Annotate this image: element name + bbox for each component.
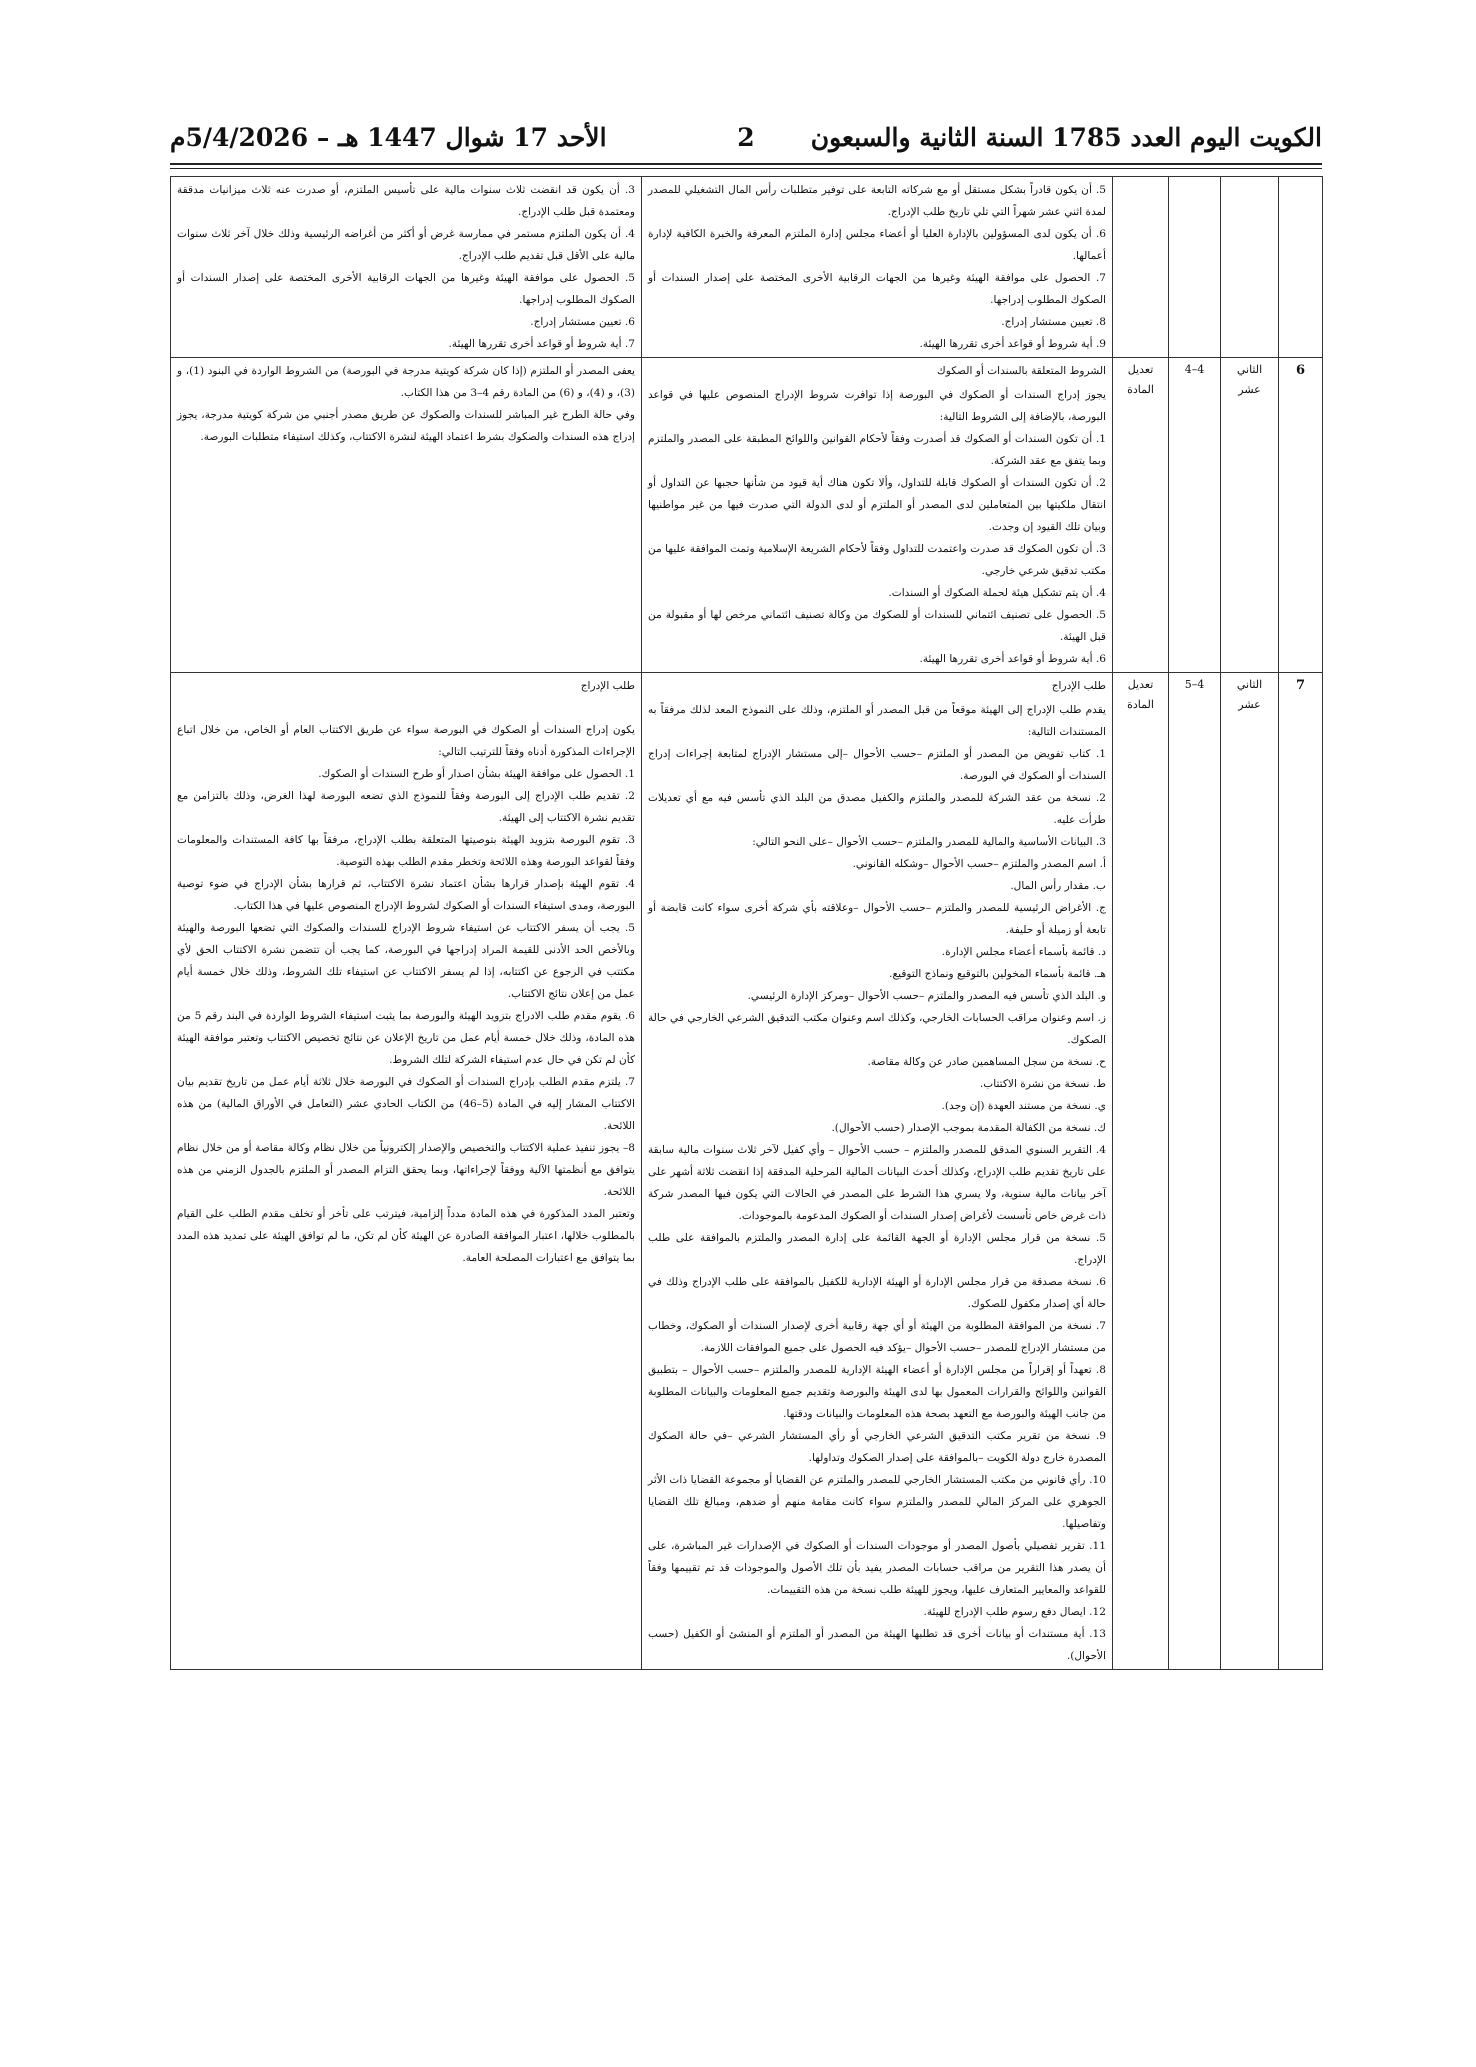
clause-title: الشروط المتعلقة بالسندات أو الصكوك xyxy=(937,365,1106,377)
clause-item: 4. أن يتم تشكيل هيئة لحملة الصكوك أو السندات. xyxy=(888,587,1106,599)
clause-item: 7. نسخة من الموافقة المطلوبة من الهيئة أو أي جهة رقابية أخرى لإصدار السندات أو الصكوك، وخطاب من مستشار الإدراج للمصدر –حسب الأحوال –يؤكد فيه الحصول على جميع الموافقات اللازمة. xyxy=(648,1320,1106,1354)
row-number xyxy=(1279,177,1323,358)
newspaper-issue-info: الكويت اليوم العدد 1785 السنة الثانية والسبعون xyxy=(810,123,1322,152)
clause-item: 7. الحصول على موافقة الهيئة وغيرها من الجهات الرقابية الأخرى المختصة على إصدار السندات أو الصكوك المطلوب إدراجها. xyxy=(648,272,1106,306)
clause-item: 10. رأي قانوني من مكتب المستشار الخارجي للمصدر والملتزم عن القضايا أو مجموعة القضايا ذات الأثر الجوهري على المركز المالي للمصدر والملتزم سواء كانت مقامة منهم أو ضدهم، ومبالغ تلك القضايا وتفاصيلها. xyxy=(648,1474,1106,1530)
spacer xyxy=(177,699,635,719)
article-number xyxy=(1169,177,1221,358)
clause-item: 2. أن تكون السندات أو الصكوك قابلة للتداول، وألا تكون هناك أية قيود من شأنها حجبها عن التداول أو انتقال ملكيتها بين المتعاملين لدى المصدر أو الملتزم أو لدى الدولة التي صدرت فيها من غير مواطنيها وبيان تلك القيود إن وجدت. xyxy=(648,477,1106,533)
clause-item: 5. نسخة من قرار مجلس الإدارة أو الجهة القائمة على إدارة المصدر والملتزم بالموافقة على طلب الإدراج. xyxy=(648,1232,1106,1266)
clause-item: 4. أن يكون الملتزم مستمر في ممارسة غرض أو أكثر من أغراضه الرئيسية وذلك خلال آخر ثلاث سنوات مالية على الأقل قبل تقديم طلب الإدراج. xyxy=(177,228,635,262)
change-type xyxy=(1113,177,1169,358)
table-row xyxy=(171,177,1323,358)
clause-item: 5. أن يكون قادراً بشكل مستقل أو مع شركاته التابعة على توفير متطلبات رأس المال التشغيلي للمصدر لمدة اثني عشر شهراً التي تلي تاريخ طلب الإدراج. xyxy=(648,184,1106,218)
header-rule-thin xyxy=(170,168,1322,169)
row-number: 6 xyxy=(1279,358,1323,673)
clause-item: 5. يجب أن يسفر الاكتتاب عن استيفاء شروط الإدراج للسندات والصكوك التي تضعها البورصة والهيئة وبالأخص الحد الأدنى للقيمة المراد إدراجها في البورصة، كما يجب أن تتضمن نشرة الاكتتاب الحق لأي مكتتب في الرجوع عن اكتتابه، إذا لم يسفر الاكتتاب عن استيفاء تلك الشروط، وذلك خلال خمسة أيام عمل من إعلان نتائج الاكتتاب. xyxy=(177,922,635,1000)
clause-item: 4. تقوم الهيئة بإصدار قرارها بشأن اعتماد نشرة الاكتتاب، ثم قرارها بشأن الإدراج في ضوء توصية البورصة، ومدى استيفاء السندات أو الصكوك لشروط الإدراج المنصوص عليها في هذا الكتاب. xyxy=(177,878,635,912)
clause-item: 9. نسخة من تقرير مكتب التدقيق الشرعي الخارجي أو رأي المستشار الشرعي –في حالة الصكوك المصدرة خارج دولة الكويت –بالموافقة على إصدار الصكوك وتداولها. xyxy=(648,1430,1106,1464)
clause-item: 2. تقديم طلب الإدراج إلى البورصة وفقاً للنموذج الذي تضعه البورصة لهذا الغرض، وذلك بالتزامن مع تقديم نشرة الاكتتاب إلى الهيئة. xyxy=(177,790,635,824)
clause-item: 6. أن يكون لدى المسؤولين بالإدارة العليا أو أعضاء مجلس إدارة الملتزم المعرفة والخبرة الكافية لإدارة أعمالها. xyxy=(648,228,1106,262)
clause-item: يكون إدراج السندات أو الصكوك في البورصة سواء عن طريق الاكتتاب العام أو الخاص، من خلال اتباع الإجراءات المذكورة أدناه وفقاً للترتيب التالي: xyxy=(177,724,635,758)
amendments-table-body xyxy=(171,177,1323,1670)
clause-item: يعفى المصدر أو الملتزم (إذا كان شركة كويتية مدرجة في البورصة) من الشروط الواردة في البنود (1)، و (3)، و (4)، و (6) من المادة رقم 4–3 من هذا الكتاب. xyxy=(177,365,635,399)
clause-title: طلب الإدراج xyxy=(580,680,635,692)
clause-item: 8. تعهداً أو إقراراً من مجلس الإدارة أو أعضاء الهيئة الإدارية للمصدر والملتزم –حسب الأحوال – بتطبيق القوانين واللوائح والقرارات المعمول بها لدى الهيئة والبورصة وتقديم جميع المعلومات والبيانات المطلوبة من جانب الهيئة والبورصة مع التعهد بصحة هذه المعلومات والبيانات ودقتها. xyxy=(648,1364,1106,1420)
table-row xyxy=(171,673,1323,1670)
clause-item: ب. مقدار رأس المال. xyxy=(1010,880,1106,892)
clause-item: د. قائمة بأسماء أعضاء مجلس الإدارة. xyxy=(941,946,1106,958)
book-chapter: الثاني عشر xyxy=(1221,673,1279,1670)
article-number: 4–5 xyxy=(1169,673,1221,1670)
clause-item: 7. يلتزم مقدم الطلب بإدراج السندات أو الصكوك في البورصة خلال ثلاثة أيام عمل من تاريخ تقديم بيان الاكتتاب المشار إليه في المادة (5–46) من الكتاب الحادي عشر (التعامل في الأوراق المالية) من هذه اللائحة. xyxy=(177,1076,635,1132)
clause-item: وتعتبر المدد المذكورة في هذه المادة مدداً إلزامية، فيترتب على تأخر أو تخلف مقدم الطلب على القيام بالمطلوب خلالها، اعتبار الموافقة الصادرة عن الهيئة كأن لم تكن، ما لم توافق الهيئة على تمديد هذه المدد بما يتوافق مع اعتبارات المصلحة العامة. xyxy=(177,1208,635,1264)
clause-item: 12. ايصال دفع رسوم طلب الإدراج للهيئة. xyxy=(923,1606,1106,1618)
change-type: تعديل المادة xyxy=(1113,358,1169,673)
table-row xyxy=(171,358,1323,673)
clause-item: 6. تعيين مستشار إدراج. xyxy=(530,316,635,328)
clause-item: يقدم طلب الإدراج إلى الهيئة موقعاً من قبل المصدر أو الملتزم، وذلك على النموذج المعد لذلك مرفقاً به المستندات التالية: xyxy=(648,704,1106,738)
book-chapter: الثاني عشر xyxy=(1221,358,1279,673)
clause-item: 5. الحصول على موافقة الهيئة وغيرها من الجهات الرقابية الأخرى المختصة على إصدار السندات أو الصكوك المطلوب إدراجها. xyxy=(177,272,635,306)
current-text xyxy=(171,673,642,1670)
clause-item: ز. اسم وعنوان مراقب الحسابات الخارجي، وكذلك اسم وعنوان مكتب التدقيق الشرعي الخارجي في حالة الصكوك. xyxy=(648,1012,1106,1046)
clause-item: 1. أن تكون السندات أو الصكوك قد أصدرت وفقاً لأحكام القوانين واللوائح المطبقة على المصدر والملتزم وبما يتفق مع عقد الشركة. xyxy=(648,433,1106,467)
clause-item: 6. نسخة مصدقة من قرار مجلس الإدارة أو الهيئة الإدارية للكفيل بالموافقة على طلب الإدراج وذلك في حالة أي إصدار مكفول للصكوك. xyxy=(648,1276,1106,1310)
clause-item: يجوز إدراج السندات أو الصكوك في البورصة إذا توافرت شروط الإدراج المنصوص عليها في قواعد البورصة، بالإضافة إلى الشروط التالية: xyxy=(648,389,1106,423)
clause-item: 8. تعيين مستشار إدراج. xyxy=(1001,316,1106,328)
clause-item: 1. كتاب تفويض من المصدر أو الملتزم –حسب الأحوال –إلى مستشار الإدراج لمتابعة إجراءات إدراج السندات أو الصكوك في البورصة. xyxy=(648,748,1106,782)
clause-item: 5. الحصول على تصنيف ائتماني للسندات أو للصكوك من وكالة تصنيف ائتماني مرخص لها أو مقبولة من قبل الهيئة. xyxy=(648,609,1106,643)
book-chapter xyxy=(1221,177,1279,358)
proposed-text xyxy=(642,177,1113,358)
page-number: 2 xyxy=(737,123,755,152)
clause-item: 7. أية شروط أو قواعد أخرى تقررها الهيئة. xyxy=(448,338,635,350)
current-text xyxy=(171,358,642,673)
clause-item: ج. الأغراض الرئيسية للمصدر والملتزم –حسب الأحوال –وعلاقته بأي شركة أخرى سواء كانت قابضة أو تابعة أو زميلة أو حليفة. xyxy=(648,902,1106,936)
header-rule-thick xyxy=(170,163,1322,165)
proposed-text xyxy=(642,358,1113,673)
clause-item: 3. البيانات الأساسية والمالية للمصدر والملتزم –حسب الأحوال –على النحو التالي: xyxy=(752,836,1106,848)
clause-item: ي. نسخة من مستند العهدة (إن وجد). xyxy=(941,1100,1106,1112)
clause-item: 3. أن تكون الصكوك قد صدرت واعتمدت للتداول وفقاً لأحكام الشريعة الإسلامية وتمت الموافقة عليها من مكتب تدقيق شرعي خارجي. xyxy=(648,543,1106,577)
amendments-table xyxy=(170,176,1323,1670)
clause-item: 11. تقرير تفصيلي بأصول المصدر أو موجودات السندات أو الصكوك في الإصدارات غير المباشرة، على أن يصدر هذا التقرير من مراقب حسابات المصدر يفيد بأن تلك الأصول والموجودات قد تم تقييمها وفقاً للقواعد والمعايير المتعارف عليها، ويجوز للهيئة طلب نسخة من هذه التقييمات. xyxy=(648,1540,1106,1596)
page-header xyxy=(170,118,1322,158)
clause-item: 2. نسخة من عقد الشركة للمصدر والملتزم والكفيل مصدق من البلد الذي تأسس فيه مع أي تعديلات طرأت عليه. xyxy=(648,792,1106,826)
issue-date: الأحد 17 شوال 1447 هـ – 5/4/2026م xyxy=(170,123,607,152)
clause-item: و. البلد الذي تأسس فيه المصدر والملتزم –حسب الأحوال –ومركز الإدارة الرئيسي. xyxy=(747,990,1106,1002)
clause-item: هـ. قائمة بأسماء المخولين بالتوقيع ونماذج التوقيع. xyxy=(889,968,1106,980)
clause-item: 9. أية شروط أو قواعد أخرى تقررها الهيئة. xyxy=(919,338,1106,350)
article-number: 4–4 xyxy=(1169,358,1221,673)
proposed-text xyxy=(642,673,1113,1670)
clause-item: ح. نسخة من سجل المساهمين صادر عن وكالة مقاصة. xyxy=(867,1056,1106,1068)
clause-item: 1. الحصول على موافقة الهيئة بشأن اصدار أو طرح السندات أو الصكوك. xyxy=(318,768,635,780)
clause-item: 6. يقوم مقدم طلب الادراج بتزويد الهيئة والبورصة بما يثبت استيفاء الشروط الواردة في البند رقم 5 من هذه المادة، وذلك خلال خمسة أيام عمل من تاريخ الإعلان عن نتائج تخصيص الاكتتاب وتعتبر موافقة الهيئة كأن لم تكن في حال عدم استيفاء الشركة لتلك الشروط. xyxy=(177,1010,635,1066)
clause-item: 13. أية مستندات أو بيانات أخرى قد تطلبها الهيئة من المصدر أو الملتزم أو المنشئ أو الكفيل (حسب الأحوال). xyxy=(648,1628,1106,1662)
current-text xyxy=(171,177,642,358)
clause-item: ك. نسخة من الكفالة المقدمة بموجب الإصدار (حسب الأحوال). xyxy=(831,1122,1106,1134)
clause-item: أ. اسم المصدر والملتزم –حسب الأحوال –وشكله القانوني. xyxy=(852,858,1106,870)
clause-item: 3. تقوم البورصة بتزويد الهيئة بتوصيتها المتعلقة بطلب الإدراج، مرفقاً بها كافة المستندات والمعلومات وفقاً لقواعد البورصة وهذه اللائحة وتخطر مقدم الطلب بهذه التوصية. xyxy=(177,834,635,868)
clause-item: 6. أية شروط أو قواعد أخرى تقررها الهيئة. xyxy=(919,653,1106,665)
change-type: تعديل المادة xyxy=(1113,673,1169,1670)
clause-item: 4. التقرير السنوي المدقق للمصدر والملتزم – حسب الأحوال – وأي كفيل لآخر ثلاث سنوات مالية سابقة على تاريخ تقديم طلب الإدراج، وكذلك أحدث البيانات المالية المرحلية المدققة إذا انقضت ثلاثة أشهر على آخر بيانات مالية سنوية، ولا يسري هذا الشرط على المصدر في الحالات التي يكون فيها المصدر شركة ذات غرض خاص تأسست لأغراض إصدار السندات أو الصكوك المدعومة بالموجودات. xyxy=(648,1144,1106,1222)
row-number: 7 xyxy=(1279,673,1323,1670)
clause-item: ط. نسخة من نشرة الاكتتاب. xyxy=(979,1078,1106,1090)
clause-item: 8– يجوز تنفيذ عملية الاكتتاب والتخصيص والإصدار إلكترونياً من خلال نظام وكالة مقاصة أو من خلال نظام يتوافق مع أنظمتها الآلية ووفقاً لإجراءاتها، وبما يحقق التزام المصدر أو الملتزم بالجدول الزمني من هذه اللائحة. xyxy=(177,1142,635,1198)
clause-title: طلب الإدراج xyxy=(1051,680,1106,692)
clause-item: 3. أن يكون قد انقضت ثلاث سنوات مالية على تأسيس الملتزم، أو صدرت عنه ثلاث ميزانيات مدققة ومعتمدة قبل طلب الإدراج. xyxy=(177,184,635,218)
clause-item: وفي حالة الطرح غير المباشر للسندات والصكوك عن طريق مصدر أجنبي من شركة كويتية مدرجة، يجوز إدراج هذه السندات والصكوك بشرط اعتماد الهيئة لنشرة الاكتتاب، وكذلك استيفاء متطلبات البورصة. xyxy=(177,409,635,443)
